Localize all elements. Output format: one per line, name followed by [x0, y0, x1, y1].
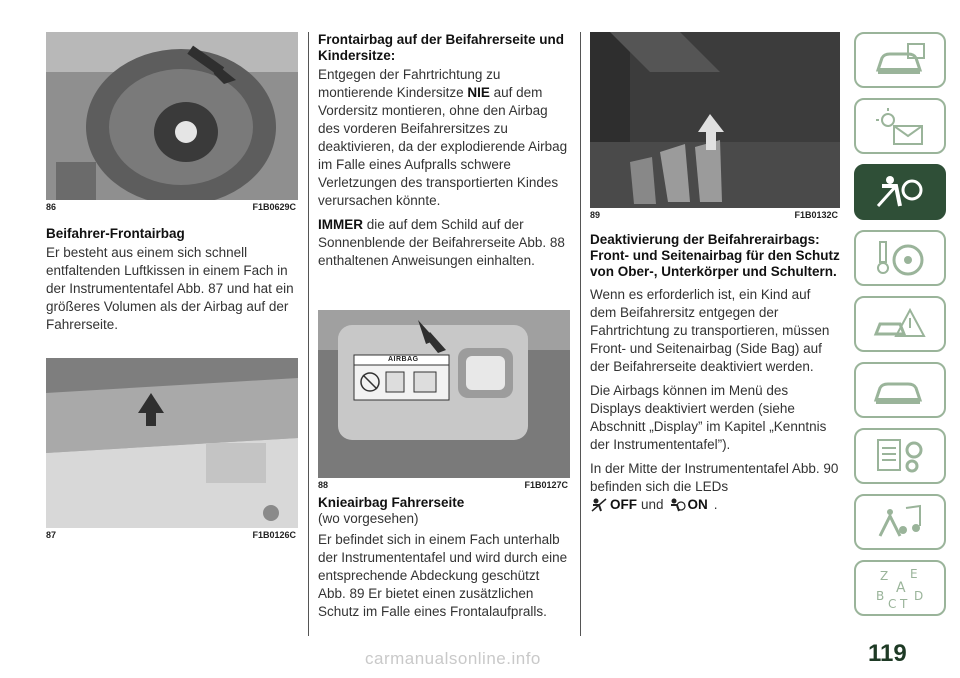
figure-87-number: 87 — [46, 530, 57, 540]
car-service-icon — [870, 370, 930, 410]
svg-text:A: A — [896, 580, 906, 596]
figure-87-code: F1B0126C — [252, 530, 296, 540]
dashboard-glovebox-illustration — [46, 358, 298, 528]
figure-88 — [318, 310, 570, 490]
svg-text:Z: Z — [880, 569, 889, 583]
airbag-on-icon — [668, 497, 686, 513]
deactivation-heading: Deaktivierung der Beifahrerairbags: Front- und Seitenairbag für den Schutz von Ober-, Unterkörper und Schultern. — [590, 232, 840, 279]
deactivation-text-2: Die Airbags können im Menü des Displays deaktiviert werden (siehe Abschnitt „Display” im Kapitel „Kenntnis der Instrumententafel”). — [590, 383, 827, 452]
tab-multimedia[interactable] — [854, 494, 946, 550]
led-on-label: ON — [687, 497, 708, 512]
airbag-off-icon — [590, 497, 608, 513]
passenger-airbag-text: Er besteht aus einem sich schnell entfaltenden Luftkissen in einem Fach in der Instrumententafel Abb. 87 und hat ein größeres Volumen als der Airbag auf der Fahrerseite. — [46, 245, 294, 332]
airbag-icon — [870, 172, 930, 212]
led-line-end: . — [713, 497, 718, 512]
tab-airbag[interactable] — [854, 164, 946, 220]
figure-89-code: F1B0132C — [794, 210, 838, 220]
svg-text:T: T — [900, 597, 908, 610]
never-emphasis: NIE — [467, 85, 490, 100]
passenger-airbag-heading: Beifahrer-Frontairbag — [46, 226, 185, 241]
tab-index[interactable] — [854, 560, 946, 616]
warning-lights-icon — [870, 106, 930, 146]
tab-warning-lights[interactable] — [854, 98, 946, 154]
deactivation-text-3: In der Mitte der Instrumententafel Abb. 90 befinden sich die LEDs — [590, 461, 839, 494]
child-seat-heading: Frontairbag auf der Beifahrerseite und Kindersitze: — [318, 32, 565, 63]
knee-airbag-heading: Knieairbag Fahrerseite — [318, 495, 465, 510]
figure-86-code: F1B0629C — [252, 202, 296, 212]
airbag-sticker-label: AIRBAG — [388, 356, 419, 363]
sun-visor-illustration — [318, 310, 570, 478]
steering-wheel-illustration — [46, 32, 298, 200]
svg-text:D: D — [914, 589, 924, 603]
figure-87 — [46, 358, 298, 540]
figure-88-code: F1B0127C — [524, 480, 568, 490]
figure-89-image — [590, 32, 840, 208]
svg-text:B: B — [876, 589, 885, 603]
tab-specs[interactable] — [854, 428, 946, 484]
index-icon — [870, 566, 930, 610]
svg-text:E: E — [910, 567, 918, 581]
always-emphasis: IMMER — [318, 217, 363, 232]
tab-emergency[interactable] — [854, 296, 946, 352]
figure-88-image — [318, 310, 570, 478]
sun-visor-instruction-text: die auf dem Schild auf der Sonnenblende der Beifahrerseite Abb. 88 enthaltenen Anweisungen einhalten. — [318, 217, 565, 268]
column-1 — [46, 32, 298, 540]
child-seat-warning-text-b: auf dem Vordersitz montieren, ohne den Airbag des vorderen Beifahrersitzes zu deaktivieren, da der explodierende Airbag im Falle eines Aufpralls schwere Verletzungen des transportierten Kindes verursachen könnte. — [318, 85, 568, 208]
column-3 — [590, 32, 840, 514]
tab-car-info[interactable] — [854, 32, 946, 88]
figure-86-number: 86 — [46, 202, 57, 212]
tab-car-service[interactable] — [854, 362, 946, 418]
svg-text:C: C — [888, 597, 897, 610]
deactivation-text-1: Wenn es erforderlich ist, ein Kind auf dem Beifahrersitz entgegen der Fahrtrichtung zu transportieren, müssen Front- und Seitenairbag (Side Bag) auf der Beifahrerseite deaktiviert werden. — [590, 287, 830, 374]
key-steering-icon — [870, 238, 930, 278]
column-divider-1 — [308, 32, 309, 636]
led-line — [590, 496, 840, 514]
figure-86 — [46, 32, 298, 212]
figure-89 — [590, 32, 840, 220]
car-info-icon — [870, 40, 930, 80]
column-divider-2 — [580, 32, 581, 636]
tab-key-steering[interactable] — [854, 230, 946, 286]
specs-icon — [870, 436, 930, 476]
child-seat-warning-text-a: Entgegen der Fahrtrichtung zu montierende Kindersitze — [318, 67, 501, 100]
child-seat-warning — [318, 66, 570, 210]
sun-visor-instruction — [318, 216, 570, 270]
figure-88-number: 88 — [318, 480, 329, 490]
knee-airbag-subtitle: (wo vorgesehen) — [318, 511, 419, 526]
knee-airbag-illustration — [590, 32, 840, 208]
column-2 — [318, 32, 570, 619]
figure-87-image — [46, 358, 298, 528]
knee-airbag-text: Er befindet sich in einem Fach unterhalb der Instrumententafel und wird durch eine entsprechende Abdeckung geschützt Abb. 89 Er bietet einen zusätzlichen Schutz im Falle eines Frontalaufpralls. — [318, 532, 568, 619]
emergency-icon — [870, 304, 930, 344]
watermark: carmanualsonline.info — [365, 649, 541, 668]
multimedia-icon — [870, 502, 930, 542]
figure-89-number: 89 — [590, 210, 601, 220]
led-and-text: und — [641, 497, 664, 512]
figure-86-image — [46, 32, 298, 200]
page-number: 119 — [868, 640, 907, 667]
led-off-label: OFF — [610, 497, 637, 512]
